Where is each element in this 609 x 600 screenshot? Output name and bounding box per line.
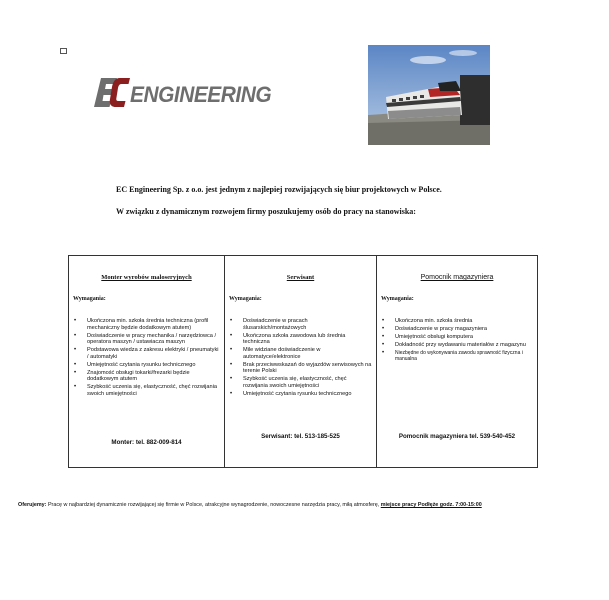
requirement-item: • Szybkość uczenia się, elastyczność, chęć rozwijania swoich umiejętności [229,376,372,389]
requirement-item: • Niezbędne do wykonywania zawodu sprawność fizyczna i manualna [381,350,533,362]
offer-location-hours: miejsce pracy Podłęże godz. 7:00-15:00 [380,502,482,508]
intro-company-line: EC Engineering Sp. z o.o. jest jednym z najlepiej rozwijających się biur projektowych w Polsce. [116,185,442,194]
logo-wordmark: ENGINEERING [130,82,272,107]
ec-logo-mark-icon [93,76,131,110]
contact-phone: Pomocnik magazyniera tel. 539-540-452 [398,433,516,440]
requirement-item: • Ukończona min. szkoła średnia techniczna (profil mechaniczny będzie dodatkowym atutem) [73,318,220,331]
requirement-item: • Umiejętność czytania rysunku technicznego [73,362,220,369]
requirement-item: • Szybkość uczenia się, elastyczność, chęć rozwijania swoich umiejętności [73,384,220,397]
requirement-item: • Brak przeciwwskazań do wyjazdów serwisowych na terenie Polski [229,362,372,375]
intro-positions-line: W związku z dynamicznym rozwojem firmy poszukujemy osób do pracy na stanowiska: [116,207,416,216]
requirement-item: • Doświadczenie w pracach ślusarskich/montażowych [229,318,372,331]
offer-text: Pracę w najbardziej dynamicznie rozwijającej się firmie w Polsce, atrakcyjne wynagrodzenie, nowoczesne narzędzia pracy, miłą atmosferę, [46,502,381,508]
requirements-list [229,318,372,399]
contact-phone: Monter: tel. 882-009-814 [111,439,182,446]
requirement-item: • Ukończona min. szkoła średnia [381,318,533,325]
requirement-item: • Znajomość obsługi tokarki/frezarki będzie dodatkowym atutem [73,370,220,383]
requirement-item: • Umiejętność czytania rysunku technicznego [229,391,372,398]
offer-label: Oferujemy: [18,502,47,508]
requirements-label: Wymagania: [229,296,262,302]
positions-table [68,255,538,468]
page-corner-mark [60,48,67,54]
train-photo [368,45,490,145]
contact-phone: Serwisant: tel. 513-185-525 [261,433,340,440]
requirements-list [381,318,533,363]
position-column-monter [69,256,224,467]
requirement-item: • Podstawowa wiedza z zakresu elektryki / pneumatyki / automatyki [73,347,220,360]
position-column-serwisant [224,256,376,467]
requirement-item: • Dokładność przy wydawaniu materiałów z magazynu [381,342,533,349]
requirements-label: Wymagania: [381,296,414,302]
position-title: Monter wyrobów maloseryjnych [101,274,192,281]
offer-line [18,502,603,508]
company-logo [93,76,272,110]
requirement-item: • Doświadczenie w pracy magazyniera [381,326,533,333]
requirement-item: • Umiejętność obsługi komputera [381,334,533,341]
position-column-pomocnik [376,256,537,467]
position-title: Serwisant [286,274,315,281]
position-title: Pomocnik magazyniera [420,274,494,281]
requirement-item: • Ukończona szkoła zawodowa lub średnia techniczna [229,333,372,346]
requirement-item: • Doświadczenie w pracy mechanika / narzędziowca / operatora maszyn / ustawiacza maszyn [73,333,220,346]
requirements-list [73,318,220,399]
requirements-label: Wymagania: [73,296,106,302]
requirement-item: • Mile widziane doświadczenie w automatyce/elektronice [229,347,372,360]
